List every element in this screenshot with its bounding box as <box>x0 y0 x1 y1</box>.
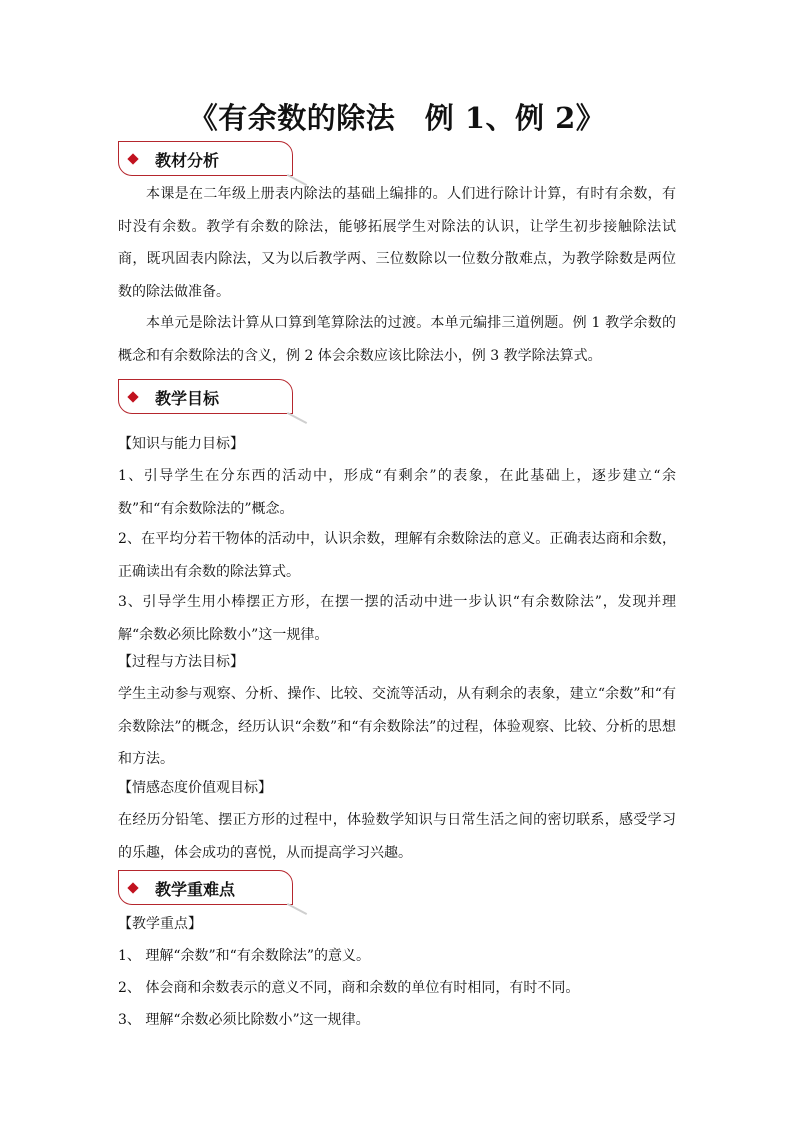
diamond-bullet-icon <box>127 153 138 164</box>
keypoint-item-3: 3、 理解“余数必须比除数小”这一规律。 <box>118 1012 370 1028</box>
emotion-heading: 【情感态度价值观目标】 <box>118 780 272 796</box>
section-label: 教学目标 <box>155 389 220 408</box>
keypoint-item-1: 1、 理解“余数”和“有余数除法”的意义。 <box>118 948 370 964</box>
keypoints-heading: 【教学重点】 <box>118 916 202 932</box>
section-label: 教学重难点 <box>155 880 236 899</box>
section-header-analysis <box>118 141 293 176</box>
knowledge-item-1: 1、引导学生在分东西的活动中，形成“有剩余”的表象，在此基础上，逐步建立“余数”和“有余数除法的”概念。 <box>118 468 676 517</box>
section-header-goals <box>118 379 293 414</box>
section-label: 教材分析 <box>155 151 220 170</box>
diamond-bullet-icon <box>127 391 138 402</box>
knowledge-heading: 【知识与能力目标】 <box>118 436 244 452</box>
diamond-bullet-icon <box>127 882 138 893</box>
emotion-text: 在经历分铅笔、摆正方形的过程中，体验数学知识与日常生活之间的密切联系，感受学习的乐趣，体会成功的喜悦，从而提高学习兴趣。 <box>118 812 676 861</box>
process-heading: 【过程与方法目标】 <box>118 654 244 670</box>
decorative-tick <box>287 412 307 424</box>
knowledge-item-2: 2、在平均分若干物体的活动中，认识余数，理解有余数除法的意义。正确表达商和余数，正确读出有余数的除法算式。 <box>118 531 676 580</box>
analysis-paragraph-1: 本课是在二年级上册表内除法的基础上编排的。人们进行除计计算，有时有余数，有时没有余数。教学有余数的除法，能够拓展学生对除法的认识，让学生初步接触除法试商，既巩固表内除法，又为以后教学两、三位数除以一位数分散难点，为教学除数是两位数的除法做准备。 <box>118 186 676 300</box>
analysis-paragraph-2: 本单元是除法计算从口算到笔算除法的过渡。本单元编排三道例题。例 1 教学余数的概念和有余数除法的含义，例 2 体会余数应该比除法小，例 3 教学除法算式。 <box>118 315 676 364</box>
process-text: 学生主动参与观察、分析、操作、比较、交流等活动，从有剩余的表象，建立“余数”和“有余数除法”的概念，经历认识“余数”和“有余数除法”的过程，体验观察、比较、分析的思想和方法。 <box>118 686 676 767</box>
keypoint-item-2: 2、 体会商和余数表示的意义不同，商和余数的单位有时相同，有时不同。 <box>118 980 580 996</box>
knowledge-item-3: 3、引导学生用小棒摆正方形，在摆一摆的活动中进一步认识“有余数除法”，发现并理解“余数必须比除数小”这一规律。 <box>118 594 676 643</box>
page-title: 《有余数的除法 例 1、例 2》 <box>188 101 606 135</box>
section-header-keypoints <box>118 870 293 905</box>
